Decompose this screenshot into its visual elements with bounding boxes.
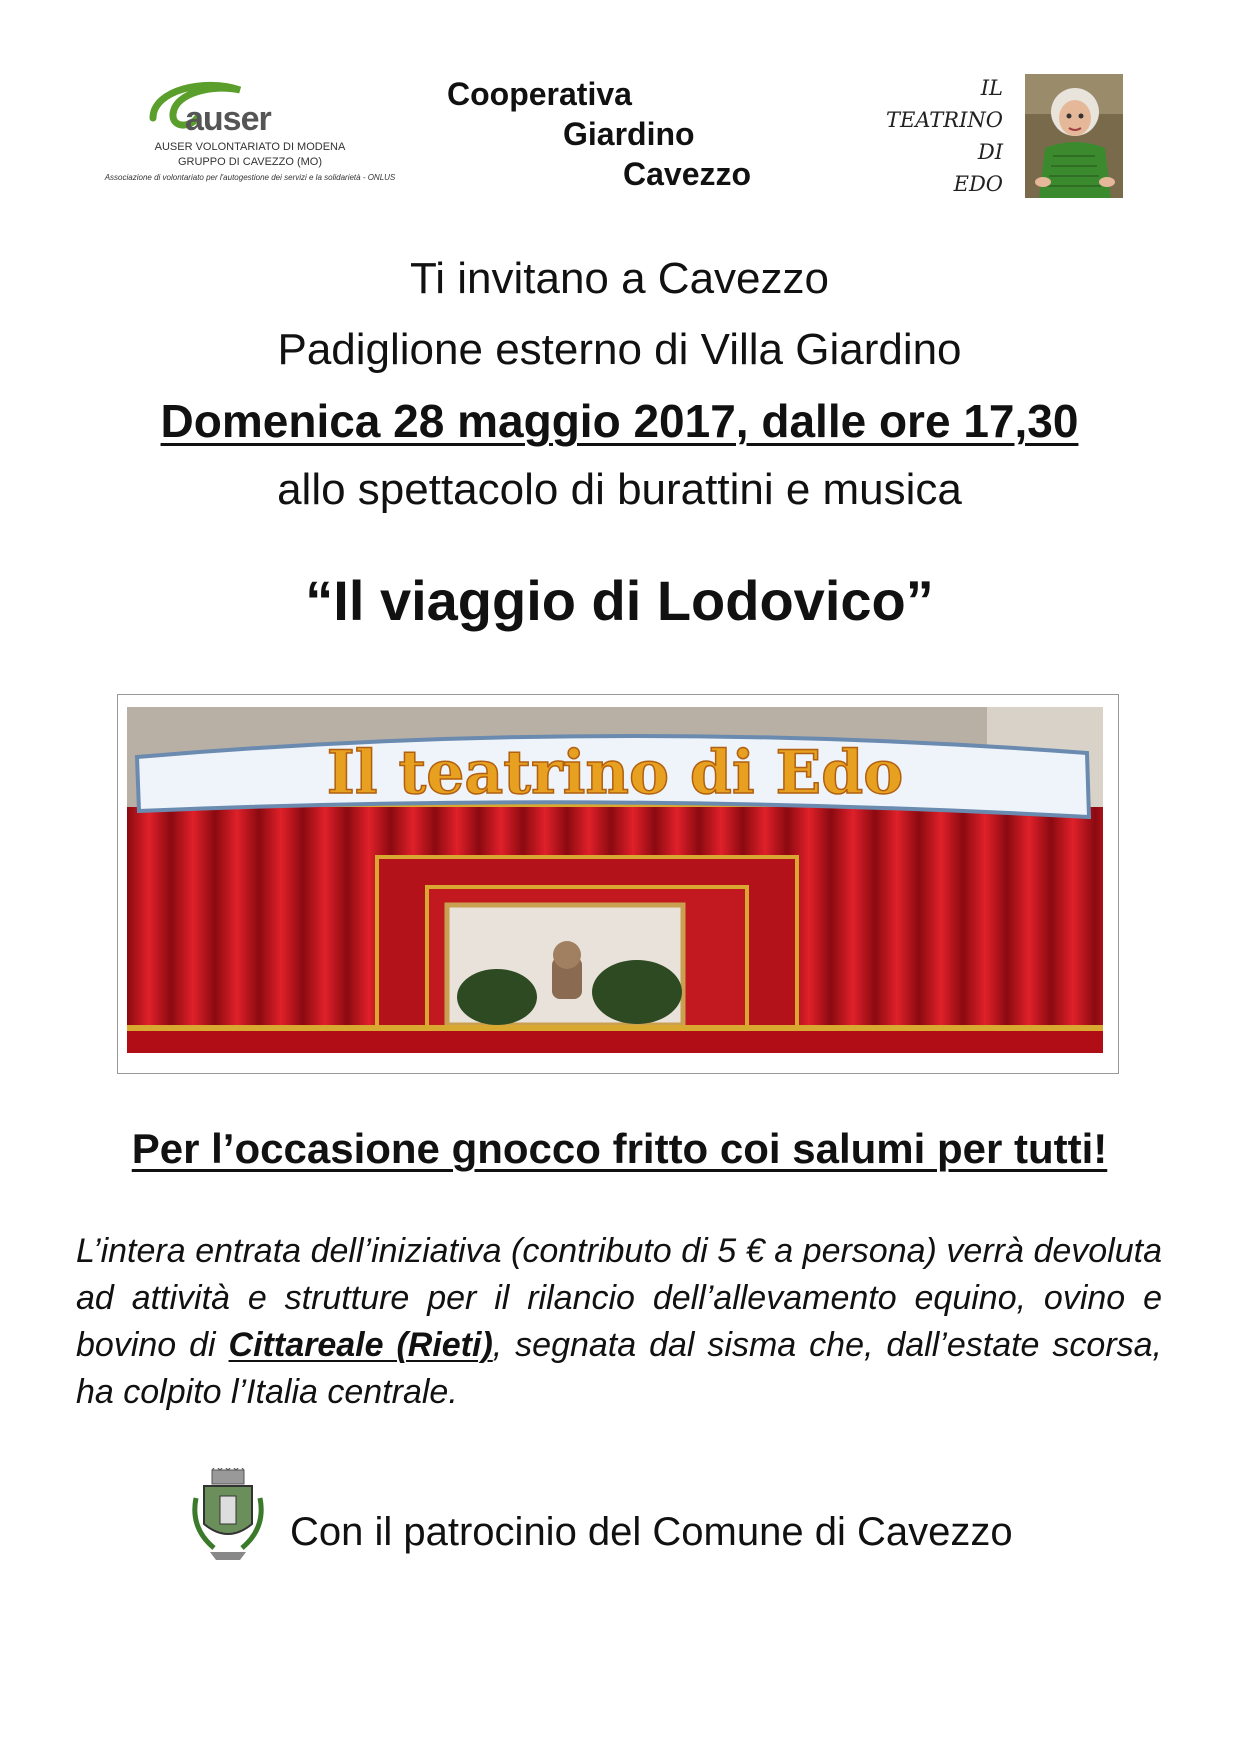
auser-logo: [90, 78, 410, 193]
teatrino-line-3: DI: [977, 140, 1003, 164]
donation-paragraph: [76, 1228, 1162, 1416]
auser-line-2: GRUPPO DI CAVEZZO (MO): [177, 156, 323, 168]
stage-photo: [127, 707, 1103, 1053]
teatrino-line-4: EDO: [953, 172, 1003, 196]
date-line: [0, 394, 1239, 448]
invite-line: Ti invitano a Cavezzo: [409, 254, 829, 303]
cooperativa-line-2: Giardino: [563, 116, 695, 152]
cooperativa-line-1: Cooperativa: [447, 76, 632, 112]
auser-line-3: Associazione di volontariato per l'autogestione dei servizi e la solidarietà - ONLUS: [104, 173, 396, 182]
show-line: allo spettacolo di burattini e musica: [277, 465, 962, 514]
paragraph-emphasis: Cittareale (Rieti): [228, 1326, 493, 1364]
food-text: Per l’occasione gnocco fritto coi salumi per tutti!: [131, 1125, 1108, 1172]
comune-crest-icon: [190, 1468, 266, 1564]
paragraph-text-2: , segnata dal sisma che, dall’estate scorsa, ha colpito l’Italia centrale.: [76, 1326, 1162, 1411]
cooperativa-line-3: Cavezzo: [623, 156, 752, 192]
auser-wordmark: auser: [185, 100, 271, 138]
place-line: Padiglione esterno di Villa Giardino: [277, 325, 962, 374]
teatrino-line-2: TEATRINO: [885, 108, 1003, 132]
paragraph-text-1: L’intera entrata dell’iniziativa (contributo di 5 € a persona) verrà devoluta ad attività e strutture per il rilancio dell’allevamento equino, ovino e bovino di: [76, 1232, 1162, 1364]
patronage-line: Con il patrocinio del Comune di Cavezzo: [290, 1510, 1013, 1554]
auser-line-1: AUSER VOLONTARIATO DI MODENA: [154, 141, 346, 153]
puppet-photo: [1025, 74, 1123, 198]
stage-sign-text: Il teatrino di Edo: [326, 738, 904, 808]
food-line: [0, 1125, 1239, 1173]
show-title: “Il viaggio di Lodovico”: [305, 569, 934, 632]
teatrino-line-1: IL: [980, 76, 1003, 100]
date-text: Domenica 28 maggio 2017, dalle ore 17,30: [160, 395, 1079, 447]
